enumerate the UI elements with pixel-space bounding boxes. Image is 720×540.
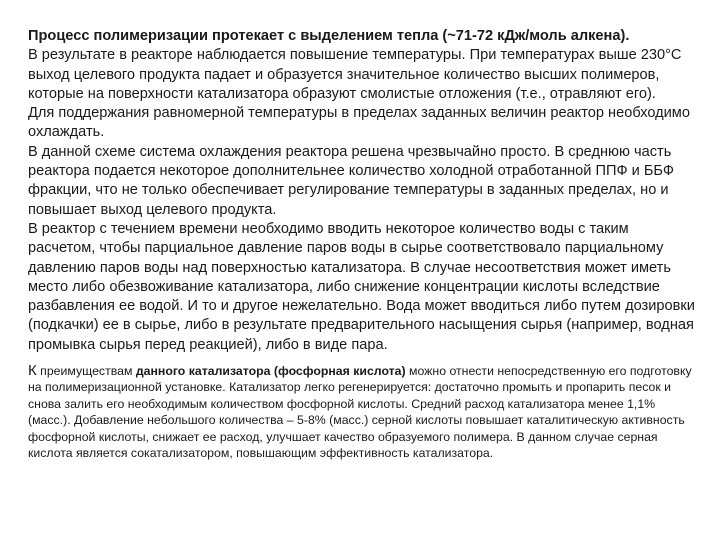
document-page	[28, 27, 700, 461]
advantages-lead-letter: К	[28, 362, 37, 380]
main-text-block	[28, 27, 700, 355]
paragraph-water: В реактор с течением времени необходимо вводить некоторое количество воды с таким расчетом, чтобы парциальное давление паров воды в сырье соответствовало парциальному давлению паров воды над поверхностью катализатора. В случае несоответствия может иметь место либо обезвоживание катализатора, либо снижение концентрации кислоты вследствие разбавления ее водой. И то и другое нежелательно. Вода может вводиться либо путем дозировки (подкачки) ее в сырье, либо в результате предварительного насыщения сырья (например, водная промывка сырья перед реакцией), либо в виде пара.	[28, 220, 695, 353]
document-heading: Процесс полимеризации протекает с выделением тепла (~71-72 кДж/моль алкена).	[28, 28, 630, 44]
paragraph-cooling-need: Для поддержания равномерной температуры в пределах заданных величин реактор необходимо охлаждать.	[28, 105, 690, 141]
advantages-bold-phrase: данного катализатора (фосфорная кислота)	[135, 364, 406, 379]
paragraph-cooling-scheme: В данной схеме система охлаждения реактора решена чрезвычайно просто. В среднюю часть реактора подается некоторое дополнительнее количество холодной отработанной ППФ и ББФ фракции, что не только обеспечивает регулирование температуры в заданных пределах, но и повышает выход целевого продукта.	[28, 143, 674, 218]
advantages-lead-rest: преимуществам	[36, 364, 136, 379]
paragraph-advantages	[28, 363, 700, 461]
advantages-block	[28, 363, 700, 461]
paragraph-temperature: В результате в реакторе наблюдается повышение температуры. При температурах выше 230°С выход целевого продукта падает и образуется значительное количество высших полимеров, которые на поверхности катализатора образуют смолистые отложения (т.е., отравляют его).	[28, 47, 682, 102]
advantages-text: можно отнести непосредственную его подготовку на полимеризационной установке. Катализатор легко регенерируется: достаточно промыть и пропарить песок и снова залить его необходимым количеством фосфорной кислоты. Средний расход катализатора менее 1,1% (масс.). Добавление небольшого количества – 5-8% (масс.) серной кислоты повышает каталитическую активность фосфорной кислоты, снижает ее расход, улучшает качество образуемого полимера. В данном случае серная кислота является сокатализатором, повышающим эффективность катализатора.	[28, 364, 692, 461]
